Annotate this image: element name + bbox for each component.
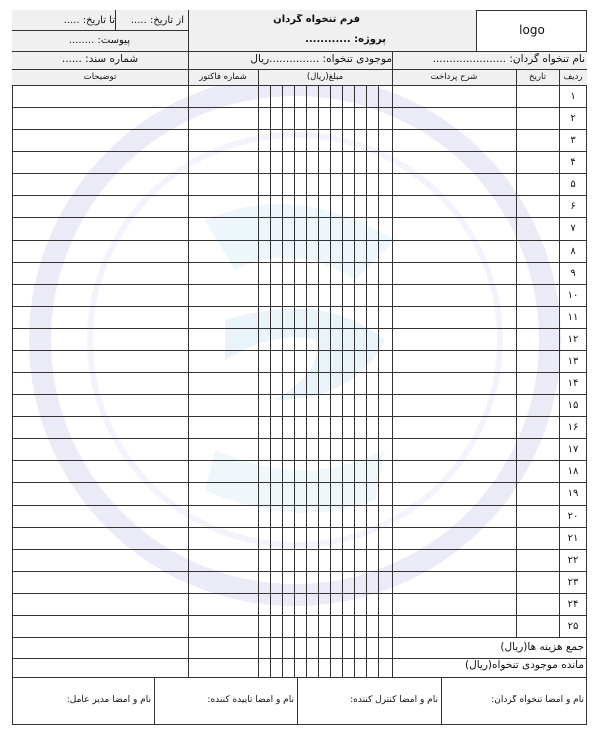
from-date[interactable]: از تاریخ: ..... — [130, 15, 184, 26]
to-date[interactable]: تا تاریخ: ..... — [63, 15, 115, 26]
table-row-line — [12, 505, 587, 506]
column-divider — [516, 69, 517, 637]
header-divider — [12, 69, 587, 70]
logo-border — [476, 10, 477, 51]
amount-digit-divider — [342, 85, 343, 677]
amount-digit-divider — [354, 85, 355, 677]
table-row-line — [12, 593, 587, 594]
table-row-line — [12, 217, 587, 218]
table-row-line — [12, 438, 587, 439]
row-number: ۲۵ — [567, 620, 579, 632]
row-number: ۱۶ — [567, 422, 579, 434]
signature-top-line — [12, 677, 587, 678]
column-divider — [258, 69, 259, 677]
project-field[interactable]: پروژه: ............ — [305, 34, 386, 45]
table-row-line — [12, 549, 587, 550]
controller-signature[interactable]: نام و امضا کنترل کننده: — [350, 695, 438, 705]
row-number: ۱۷ — [567, 444, 579, 456]
amount-digit-divider — [306, 85, 307, 677]
doc-number[interactable]: شماره سند: ...... — [61, 53, 139, 65]
form-title: فرم تنخواه گردان — [273, 14, 360, 25]
table-row-line — [12, 615, 587, 616]
date-split — [115, 10, 116, 30]
column-divider — [559, 69, 560, 637]
table-row-line — [12, 637, 587, 638]
row-number: ۲ — [570, 113, 576, 125]
row-number: ۹ — [570, 267, 576, 279]
row-number: ۴ — [570, 157, 576, 169]
table-row-line — [12, 151, 587, 152]
date-divider — [12, 30, 188, 31]
table-row-line — [12, 527, 587, 528]
signature-divider — [154, 677, 155, 725]
table-row-line — [12, 394, 587, 395]
table-row-line — [12, 129, 587, 130]
remaining-balance-label: مانده موجودی تنخواه(ریال) — [464, 659, 584, 671]
table-row-line — [12, 571, 587, 572]
row-number: ۱۰ — [567, 289, 579, 301]
row-number: ۲۲ — [567, 554, 579, 566]
table-row-line — [12, 416, 587, 417]
amount-digit-divider — [318, 85, 319, 677]
row-number: ۱۱ — [567, 311, 579, 323]
cash-balance[interactable]: موجودی تنخواه: ...............ریال — [250, 53, 392, 65]
row-number: ۱۵ — [567, 400, 579, 412]
manager-signature[interactable]: نام و امضا مدیر عامل: — [66, 695, 151, 705]
col-amount-header: مبلغ(ریال) — [306, 72, 344, 82]
amount-digit-divider — [270, 85, 271, 677]
row-number: ۱۸ — [567, 466, 579, 478]
info-split — [188, 51, 189, 69]
logo: logo — [519, 23, 545, 37]
table-row-line — [12, 372, 587, 373]
amount-digit-divider — [366, 85, 367, 677]
table-row-line — [12, 195, 587, 196]
table-row-line — [12, 284, 587, 285]
title-left-border — [188, 10, 189, 51]
table-row-line — [12, 173, 587, 174]
table-row-line — [12, 262, 587, 263]
row-number: ۵ — [570, 179, 576, 191]
row-number: ۷ — [570, 223, 576, 235]
row-number: ۱۳ — [567, 355, 579, 367]
table-row-line — [12, 107, 587, 108]
col-description-header: شرح پرداخت — [430, 72, 478, 82]
row-number: ۲۰ — [567, 510, 579, 522]
row-number: ۳ — [570, 135, 576, 147]
row-number: ۱۲ — [567, 333, 579, 345]
amount-digit-divider — [282, 85, 283, 677]
header-divider — [12, 85, 587, 86]
col-notes-header: توضیحات — [83, 72, 117, 82]
row-number: ۱ — [570, 91, 576, 102]
row-number: ۶ — [570, 201, 576, 213]
row-number: ۱۹ — [567, 488, 579, 500]
row-number: ۱۴ — [567, 378, 579, 390]
col-row-header: ردیف — [563, 72, 583, 82]
column-divider — [188, 69, 189, 677]
table-row-line — [12, 328, 587, 329]
amount-digit-divider — [294, 85, 295, 677]
row-number: ۸ — [570, 245, 576, 257]
table-row-line — [12, 482, 587, 483]
signature-divider — [441, 677, 442, 725]
amount-digit-divider — [378, 85, 379, 677]
approver-signature[interactable]: نام و امضا تاییده کننده: — [207, 695, 294, 705]
amount-digit-divider — [330, 85, 331, 677]
table-row-line — [12, 350, 587, 351]
holder-name[interactable]: نام تنخواه گردان: ...................... — [432, 53, 585, 65]
form-frame — [12, 10, 587, 725]
table-row-line — [12, 306, 587, 307]
total-expenses-label: جمع هزینه ها(ریال) — [500, 641, 584, 653]
header-divider — [12, 51, 587, 52]
table-row-line — [12, 460, 587, 461]
holder-signature[interactable]: نام و امضا تنخواه گردان: — [491, 695, 584, 705]
col-invoice-header: شماره فاکتور — [199, 72, 247, 82]
table-row-line — [12, 240, 587, 241]
attachment[interactable]: پیوست: ........ — [68, 35, 130, 46]
signature-divider — [297, 677, 298, 725]
row-number: ۲۱ — [567, 532, 579, 544]
col-date-header: تاریخ — [529, 72, 546, 82]
row-number: ۲۳ — [567, 576, 579, 588]
column-divider — [392, 51, 393, 677]
row-number: ۲۴ — [567, 598, 579, 610]
